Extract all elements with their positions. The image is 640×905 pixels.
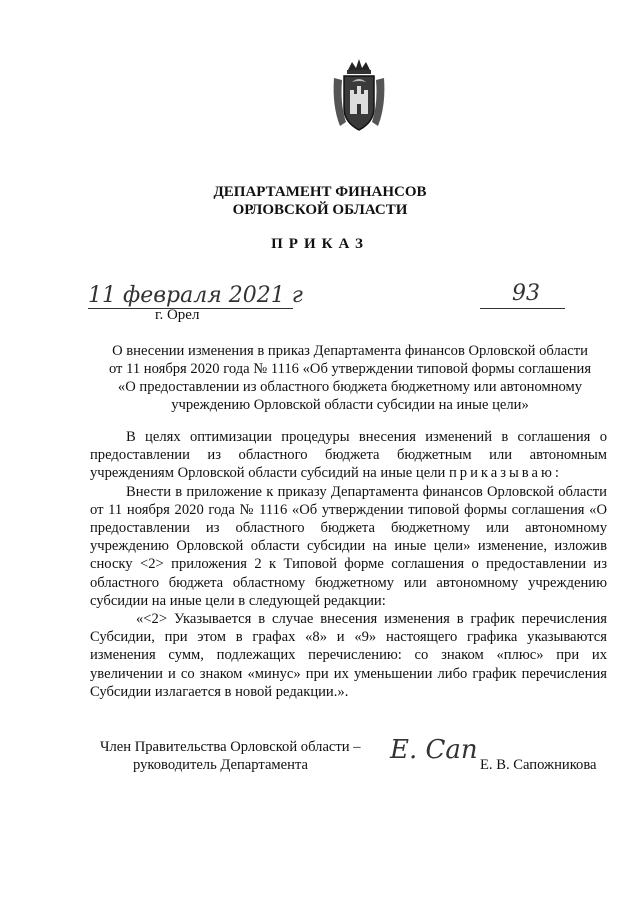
order-body xyxy=(90,428,607,701)
city-label: г. Орел xyxy=(155,307,200,323)
handwritten-signature: Е. Сап xyxy=(390,735,478,765)
body-paragraph-3: «<2> Указывается в случае внесения изменения в график перечисления Субсидии, при этом в графах «8» и «9» настоящего графика указываются изменения сумм, подлежащих перечислению: со знаком «плюс» при их увеличении и со знаком «минус» при их уменьшении либо график перечисления Субсидии излагается в новой редакции.». xyxy=(90,611,607,700)
order-subject xyxy=(90,342,610,414)
body-paragraph-1 xyxy=(90,428,607,483)
department-line-1: ДЕПАРТАМЕНТ ФИНАНСОВ xyxy=(213,184,427,200)
signatory-name: Е. В. Сапожникова xyxy=(480,757,597,773)
handwritten-number: 93 xyxy=(512,281,540,306)
signatory-position-2: руководитель Департамента xyxy=(133,757,308,773)
order-word: приказываю: xyxy=(448,465,562,482)
subject-line-2: от 11 ноября 2020 года № 1116 «Об утверждении типовой формы соглашения xyxy=(108,361,592,377)
subject-line-3: «О предоставлении из областного бюджета бюджетному или автономному xyxy=(117,379,583,395)
signatory-position-1: Член Правительства Орловской области – xyxy=(100,739,361,755)
subject-line-4: учреждению Орловской области субсидии на иные цели» xyxy=(171,397,529,413)
coat-of-arms-emblem xyxy=(328,56,390,136)
subject-line-1: О внесении изменения в приказ Департамента финансов Орловской области xyxy=(112,343,588,359)
handwritten-date: 11 февраля 2021 г xyxy=(88,283,303,308)
body-paragraph-1-text: В целях оптимизации процедуры внесения изменений в соглашения о предоставлении из областного бюджета бюджетным или автономным учреждениям Орловской области субсидий на иные цели xyxy=(90,429,607,482)
department-line-2: ОРЛОВСКОЙ ОБЛАСТИ xyxy=(232,202,408,218)
department-title xyxy=(0,183,640,219)
document-type: ПРИКАЗ xyxy=(271,236,369,252)
body-paragraph-2: Внести в приложение к приказу Департамента финансов Орловской области от 11 ноября 2020 года № 1116 «Об утверждении типовой формы соглашения «О предоставлении из областного бюджета бюджетному или автономному учреждению Орловской области субсидии на иные цели» изменение, изложив сноску <2> приложения 2 к Типовой форме соглашения о предоставлении из областного бюджета областному бюджетному или автономному учреждению субсидии на иные цели в следующей редакции: xyxy=(90,483,607,609)
number-underline xyxy=(480,308,565,309)
